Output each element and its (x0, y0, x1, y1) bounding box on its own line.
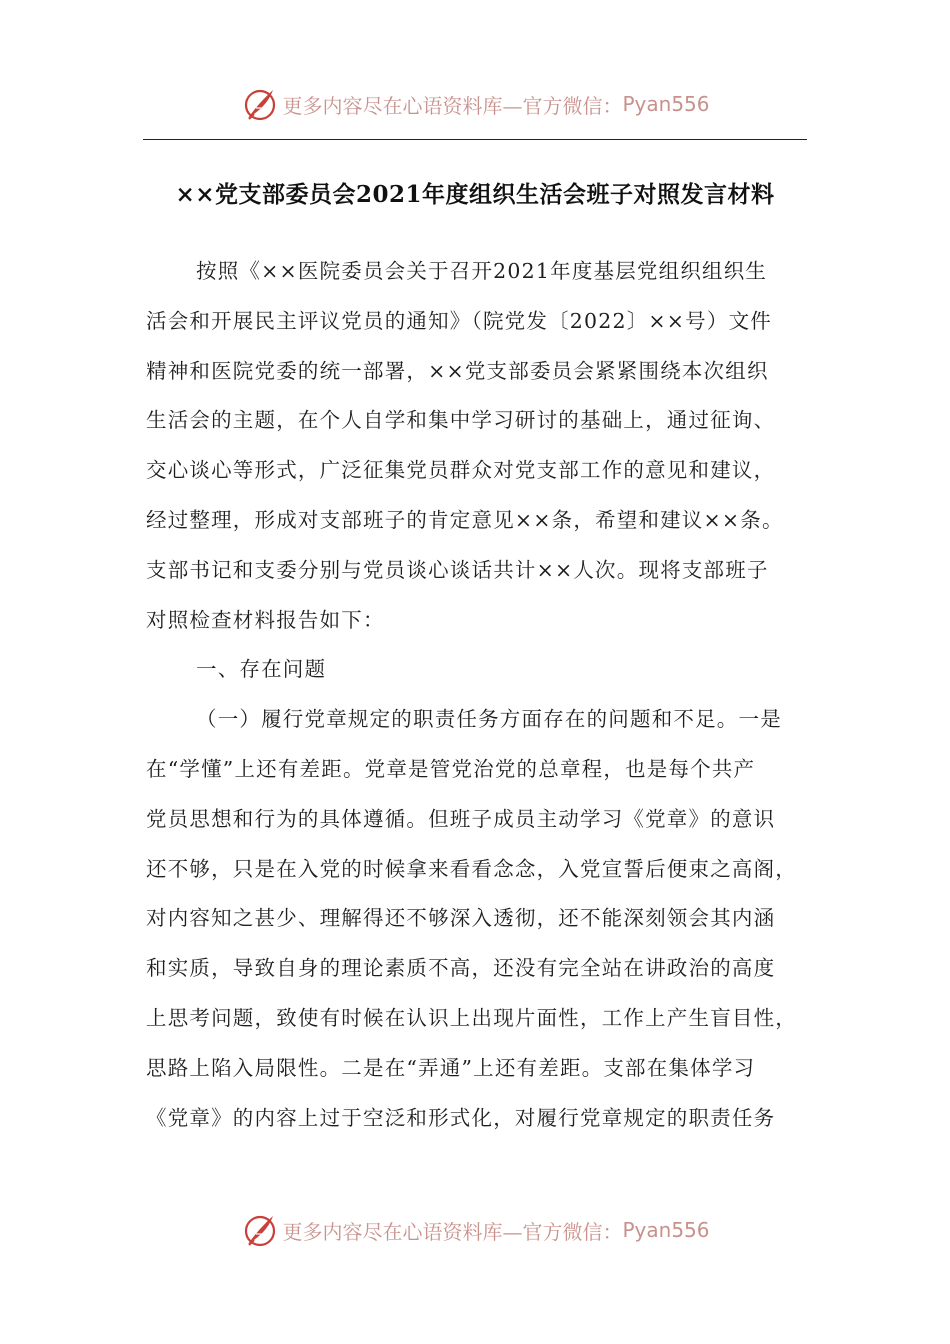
header-divider (143, 139, 807, 140)
body-line: 经过整理，形成对支部班子的肯定意见××条，希望和建议××条。 (146, 507, 784, 532)
banner-wechat-id: Pyan556 (622, 92, 710, 116)
body-line: 支部书记和支委分别与党员谈心谈话共计××人次。现将支部班子 (146, 557, 769, 582)
banner-wechat-id: Pyan556 (622, 1218, 710, 1242)
body-line: 还不够，只是在入党的时候拿来看看念念，入党宣誓后便束之高阁， (146, 856, 797, 881)
body-line: 党员思想和行为的具体遵循。但班子成员主动学习《党章》的意识 (146, 806, 776, 831)
body-line: 生活会的主题，在个人自学和集中学习研讨的基础上，通过征询、 (146, 408, 776, 433)
footer-watermark-banner (0, 1208, 950, 1252)
quill-logo-icon (240, 84, 280, 124)
banner-text: 更多内容尽在心语资料库—官方微信： (282, 1219, 623, 1244)
header-watermark-banner (0, 82, 950, 126)
body-line: 精神和医院党委的统一部署，××党支部委员会紧紧围绕本次组织 (146, 358, 769, 383)
document-body (146, 247, 806, 1143)
body-line: 思路上陷入局限性。二是在“弄通”上还有差距。支部在集体学习 (146, 1055, 756, 1080)
body-line: 《党章》的内容上过于空泛和形式化，对履行党章规定的职责任务 (146, 1105, 776, 1130)
document-title: ××党支部委员会2021年度组织生活会班子对照发言材料 (175, 181, 775, 208)
body-line: 对内容知之甚少、理解得还不够深入透彻，还不能深刻领会其内涵 (146, 906, 776, 931)
body-line: 在“学懂”上还有差距。党章是管党治党的总章程，也是每个共产 (146, 756, 756, 781)
body-line: 按照《××医院委员会关于召开2021年度基层党组织组织生 (196, 259, 768, 283)
body-line: 和实质，导致自身的理论素质不高，还没有完全站在讲政治的高度 (146, 956, 776, 981)
quill-logo-icon (240, 1210, 280, 1250)
banner-text: 更多内容尽在心语资料库—官方微信： (282, 93, 623, 118)
body-line: 活会和开展民主评议党员的通知》（院党发〔2022〕××号）文件 (146, 308, 772, 333)
body-line: （一）履行党章规定的职责任务方面存在的问题和不足。一是 (196, 707, 782, 732)
body-line: 对照检查材料报告如下： (146, 607, 385, 632)
body-line: 交心谈心等形式，广泛征集党员群众对党支部工作的意见和建议， (146, 458, 776, 483)
body-line: 上思考问题，致使有时候在认识上出现片面性，工作上产生盲目性， (146, 1005, 797, 1030)
section-heading: 一、存在问题 (196, 657, 327, 682)
